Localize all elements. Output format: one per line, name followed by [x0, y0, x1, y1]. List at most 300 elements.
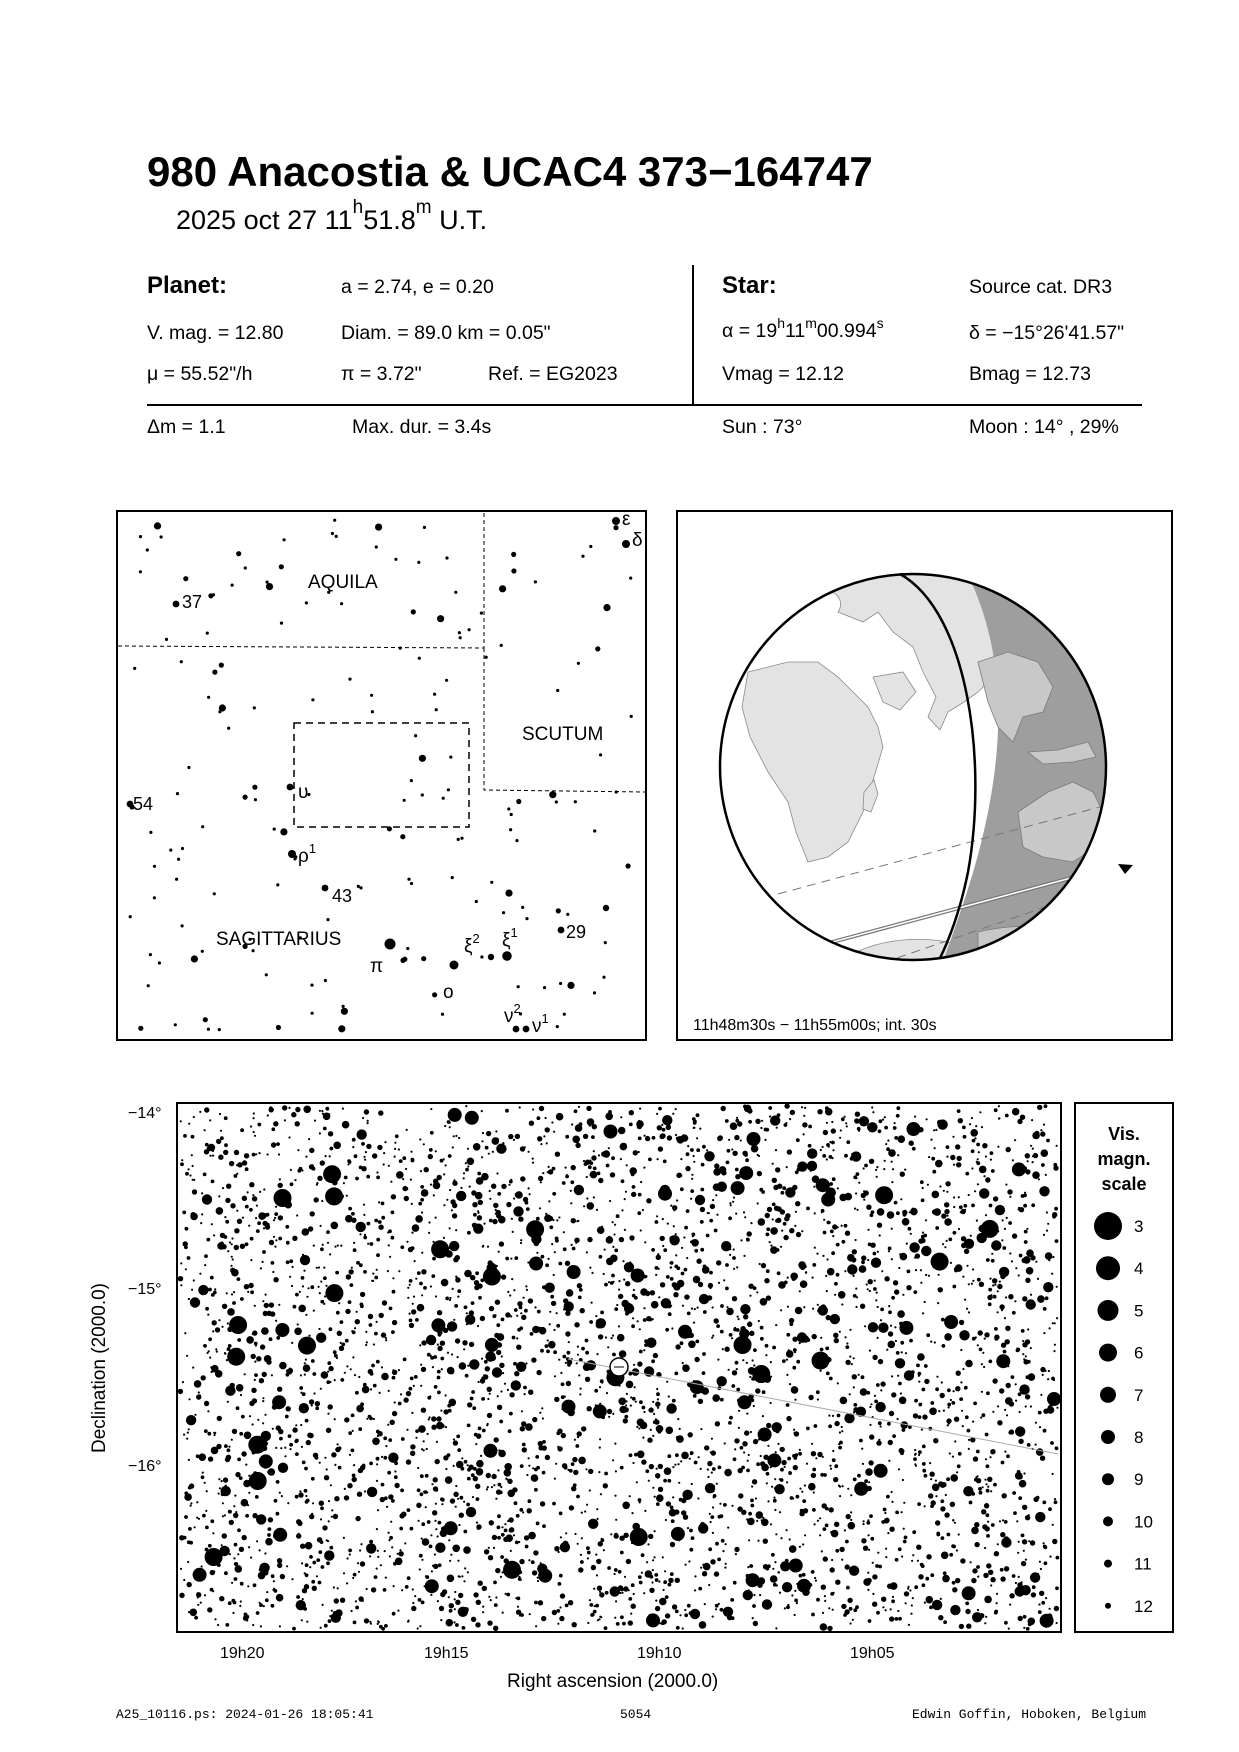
field-star — [755, 1497, 757, 1499]
field-star — [188, 1123, 190, 1125]
field-star — [797, 1168, 801, 1172]
field-star — [319, 1462, 321, 1464]
field-star — [262, 1261, 264, 1263]
finder-star — [499, 585, 506, 592]
field-star — [607, 1409, 612, 1414]
field-star — [999, 1304, 1004, 1309]
field-star — [523, 1386, 527, 1390]
field-star — [381, 1216, 385, 1220]
field-star — [392, 1290, 394, 1292]
field-star — [782, 1186, 786, 1190]
field-star — [695, 1195, 705, 1205]
field-star — [426, 1491, 428, 1493]
field-star — [614, 1533, 618, 1537]
field-star — [844, 1116, 846, 1118]
field-star — [378, 1110, 383, 1115]
finder-star — [133, 667, 136, 670]
field-star — [426, 1335, 436, 1345]
field-star — [758, 1320, 760, 1322]
field-star — [505, 1109, 509, 1113]
field-star — [633, 1150, 638, 1155]
field-star — [953, 1164, 955, 1166]
field-star — [308, 1335, 310, 1337]
field-star — [216, 1351, 218, 1353]
field-star — [822, 1612, 824, 1614]
field-star — [563, 1541, 568, 1546]
field-star — [410, 1527, 414, 1531]
field-star — [1004, 1520, 1008, 1524]
field-star — [706, 1149, 708, 1151]
field-star — [859, 1116, 869, 1126]
field-star — [784, 1607, 786, 1609]
field-star — [672, 1282, 677, 1287]
field-star — [1039, 1591, 1044, 1596]
field-star — [427, 1433, 429, 1435]
finder-star — [175, 878, 178, 881]
field-star — [659, 1134, 664, 1139]
field-star — [769, 1241, 771, 1243]
field-star — [697, 1497, 699, 1499]
field-star — [850, 1494, 852, 1496]
field-star — [631, 1192, 636, 1197]
field-star — [941, 1318, 945, 1322]
field-star — [262, 1422, 264, 1424]
field-star — [312, 1372, 316, 1376]
field-star — [1012, 1159, 1014, 1161]
field-star — [467, 1365, 469, 1367]
field-star — [946, 1477, 950, 1481]
field-star — [830, 1314, 840, 1324]
field-star — [694, 1249, 698, 1253]
field-star — [365, 1344, 367, 1346]
field-star — [528, 1151, 530, 1153]
field-star — [792, 1497, 794, 1499]
finder-star — [191, 955, 198, 962]
field-star — [614, 1224, 616, 1226]
field-star — [467, 1158, 475, 1166]
field-star — [1025, 1405, 1027, 1407]
field-star — [666, 1501, 671, 1506]
field-star — [467, 1464, 469, 1466]
field-star — [542, 1524, 546, 1528]
field-star — [278, 1429, 283, 1434]
field-star — [452, 1146, 454, 1148]
field-star — [531, 1234, 541, 1244]
field-star — [279, 1178, 281, 1180]
field-star — [708, 1547, 712, 1551]
field-star — [496, 1323, 500, 1327]
field-star — [840, 1129, 842, 1131]
finder-star — [421, 956, 426, 961]
field-star — [482, 1429, 486, 1433]
field-star — [887, 1422, 891, 1426]
field-star — [413, 1296, 415, 1298]
field-star — [965, 1609, 970, 1614]
finder-named-star — [558, 927, 565, 934]
field-star — [837, 1414, 841, 1418]
field-star — [910, 1233, 912, 1235]
field-star — [994, 1284, 996, 1286]
field-star — [811, 1570, 815, 1574]
field-star — [776, 1430, 780, 1434]
xi2-symbol: ξ — [464, 936, 473, 957]
finder-star — [417, 561, 420, 564]
field-star — [661, 1124, 663, 1126]
field-star — [562, 1400, 576, 1414]
field-star — [573, 1483, 577, 1487]
field-star — [652, 1136, 656, 1140]
field-star — [977, 1344, 979, 1346]
field-star — [712, 1306, 714, 1308]
finder-star — [276, 1025, 281, 1030]
field-star — [286, 1406, 291, 1411]
field-star — [884, 1116, 886, 1118]
field-star — [908, 1227, 912, 1231]
field-star — [187, 1582, 192, 1587]
field-star — [959, 1624, 964, 1629]
finder-star — [410, 779, 413, 782]
finder-star — [445, 679, 448, 682]
field-star — [240, 1297, 244, 1301]
field-star — [1006, 1217, 1008, 1219]
field-star — [467, 1477, 471, 1481]
finder-star — [593, 829, 596, 832]
field-star — [596, 1209, 598, 1211]
field-star — [487, 1423, 489, 1425]
field-star — [920, 1180, 924, 1184]
field-star — [414, 1375, 418, 1379]
field-star — [841, 1604, 846, 1609]
field-star — [746, 1469, 750, 1473]
field-star — [807, 1161, 817, 1171]
field-star — [680, 1460, 682, 1462]
field-star — [1056, 1286, 1058, 1288]
field-star — [730, 1204, 732, 1206]
finder-star — [149, 953, 152, 956]
field-star — [632, 1462, 634, 1464]
field-star — [259, 1549, 261, 1551]
field-star — [631, 1269, 645, 1283]
field-star — [389, 1256, 391, 1258]
field-star — [1050, 1441, 1054, 1445]
field-star — [421, 1211, 423, 1213]
field-star — [376, 1360, 380, 1364]
field-star — [640, 1181, 642, 1183]
field-star — [481, 1358, 483, 1360]
field-star — [612, 1246, 614, 1248]
field-star — [583, 1160, 585, 1162]
field-star — [350, 1368, 352, 1370]
field-star — [600, 1493, 602, 1495]
field-star — [802, 1543, 804, 1545]
field-star — [641, 1572, 643, 1574]
field-star — [870, 1403, 872, 1405]
finder-star — [293, 857, 296, 860]
field-star — [326, 1539, 328, 1541]
field-star — [276, 1594, 284, 1602]
field-star — [351, 1449, 355, 1453]
field-star — [869, 1159, 874, 1164]
field-star — [962, 1126, 966, 1130]
field-star — [247, 1504, 249, 1506]
field-star — [911, 1560, 913, 1562]
finder-star — [480, 612, 483, 615]
field-star — [981, 1509, 986, 1514]
field-star — [726, 1308, 734, 1316]
field-star — [1028, 1623, 1032, 1627]
field-star — [639, 1108, 641, 1110]
field-star — [666, 1427, 674, 1435]
field-star — [1040, 1568, 1042, 1570]
field-star — [1016, 1347, 1018, 1349]
field-star — [251, 1354, 256, 1359]
field-star — [294, 1328, 302, 1336]
field-star — [734, 1438, 739, 1443]
field-star — [730, 1122, 738, 1130]
field-star — [209, 1357, 211, 1359]
finder-star — [567, 982, 574, 989]
field-star — [528, 1298, 533, 1303]
field-star — [305, 1542, 313, 1550]
field-star — [878, 1359, 883, 1364]
field-star — [292, 1627, 296, 1631]
field-star — [443, 1204, 445, 1206]
field-star — [430, 1285, 432, 1287]
finder-star — [147, 984, 150, 987]
finder-star — [265, 973, 268, 976]
field-star — [655, 1606, 660, 1611]
field-star — [437, 1370, 441, 1374]
field-star — [378, 1225, 383, 1230]
field-star — [913, 1290, 917, 1294]
field-star — [643, 1307, 645, 1309]
field-star — [642, 1437, 644, 1439]
field-star — [367, 1222, 371, 1226]
field-star — [889, 1616, 894, 1621]
field-star — [897, 1375, 899, 1377]
field-star — [806, 1338, 810, 1342]
field-star — [477, 1215, 482, 1220]
field-star — [504, 1523, 506, 1525]
field-star — [462, 1340, 467, 1345]
field-star — [683, 1236, 685, 1238]
field-star — [271, 1604, 275, 1608]
field-star — [620, 1116, 622, 1118]
field-star — [793, 1465, 798, 1470]
field-star — [292, 1266, 294, 1268]
field-star — [686, 1257, 688, 1259]
finder-star — [138, 1026, 143, 1031]
field-star — [944, 1315, 958, 1329]
finder-star — [180, 660, 183, 663]
field-star — [565, 1532, 567, 1534]
field-star — [712, 1335, 714, 1337]
field-star — [841, 1430, 843, 1432]
rho-index: 1 — [308, 841, 317, 856]
field-star — [316, 1558, 320, 1562]
field-star — [489, 1393, 491, 1395]
field-star — [620, 1143, 628, 1151]
field-star — [236, 1406, 240, 1410]
field-star — [774, 1484, 784, 1494]
field-star — [191, 1289, 193, 1291]
field-star — [855, 1239, 857, 1241]
star-label-upsilon: υ — [298, 782, 309, 803]
field-star — [388, 1532, 390, 1534]
field-star — [795, 1201, 800, 1206]
finder-star — [602, 976, 605, 979]
field-star — [812, 1175, 820, 1183]
field-star — [1002, 1219, 1004, 1221]
field-star — [220, 1130, 222, 1132]
field-star — [1021, 1534, 1025, 1538]
field-star — [236, 1210, 238, 1212]
field-star — [658, 1146, 663, 1151]
field-star — [1054, 1207, 1058, 1211]
field-star — [542, 1471, 546, 1475]
finder-star — [305, 601, 308, 604]
field-star — [845, 1540, 849, 1544]
field-star — [458, 1575, 460, 1577]
field-star — [633, 1289, 635, 1291]
finder-star — [515, 839, 518, 842]
field-star — [962, 1425, 964, 1427]
field-star — [240, 1244, 245, 1249]
field-star — [617, 1334, 625, 1342]
field-star — [376, 1568, 378, 1570]
field-star — [690, 1453, 692, 1455]
field-star — [491, 1474, 496, 1479]
field-star — [736, 1266, 738, 1268]
field-star — [192, 1189, 197, 1194]
field-star — [655, 1274, 657, 1276]
field-star — [256, 1356, 261, 1361]
field-star — [224, 1444, 228, 1448]
field-star — [421, 1367, 426, 1372]
field-star — [538, 1600, 543, 1605]
finder-star — [218, 1028, 221, 1031]
field-star — [318, 1286, 320, 1288]
field-star — [552, 1612, 554, 1614]
field-star — [535, 1625, 537, 1627]
planet-diameter: Diam. = 89.0 km = 0.05" — [341, 322, 551, 344]
finder-star — [509, 828, 512, 831]
field-star — [677, 1418, 679, 1420]
field-star — [863, 1546, 868, 1551]
field-star — [261, 1327, 269, 1335]
field-star — [508, 1517, 513, 1522]
field-star — [914, 1116, 916, 1118]
legend-dot-mag-4 — [1096, 1256, 1120, 1280]
field-star — [700, 1207, 705, 1212]
field-star — [723, 1607, 733, 1617]
field-star — [497, 1469, 499, 1471]
field-star — [505, 1257, 509, 1261]
field-star — [708, 1212, 710, 1214]
field-star — [364, 1234, 366, 1236]
field-star — [984, 1622, 986, 1624]
field-star — [711, 1438, 713, 1440]
field-star — [884, 1126, 888, 1130]
field-star — [355, 1177, 359, 1181]
field-star — [649, 1464, 654, 1469]
field-star — [412, 1602, 414, 1604]
field-star — [1022, 1258, 1027, 1263]
field-star — [940, 1506, 945, 1511]
field-star — [263, 1441, 268, 1446]
field-star — [555, 1152, 560, 1157]
field-star — [947, 1533, 951, 1537]
field-star — [822, 1503, 827, 1508]
field-star — [438, 1521, 442, 1525]
field-star — [770, 1376, 772, 1378]
field-star — [829, 1222, 831, 1224]
field-star — [215, 1348, 217, 1350]
field-star — [972, 1421, 974, 1423]
field-star — [229, 1520, 234, 1525]
field-star — [432, 1366, 434, 1368]
field-star — [895, 1511, 899, 1515]
field-star — [227, 1322, 229, 1324]
constellation-aquila: AQUILA — [308, 572, 378, 593]
field-star — [845, 1122, 847, 1124]
field-star — [839, 1547, 844, 1552]
field-star — [487, 1413, 492, 1418]
field-star — [768, 1106, 772, 1110]
field-star — [869, 1350, 871, 1352]
field-star — [335, 1271, 339, 1275]
field-star — [184, 1515, 188, 1519]
field-star — [250, 1290, 254, 1294]
field-star — [691, 1308, 693, 1310]
field-star — [554, 1251, 556, 1253]
field-star — [832, 1149, 834, 1151]
field-star — [860, 1388, 868, 1396]
field-star — [189, 1541, 193, 1545]
field-star — [894, 1201, 898, 1205]
field-star — [728, 1216, 732, 1220]
field-star — [294, 1439, 298, 1443]
field-star — [529, 1613, 531, 1615]
field-star — [1038, 1178, 1040, 1180]
field-star — [1045, 1296, 1049, 1300]
field-star — [950, 1262, 952, 1264]
field-star — [720, 1608, 724, 1612]
field-star — [930, 1401, 934, 1405]
field-star — [425, 1474, 429, 1478]
field-star — [482, 1246, 484, 1248]
field-star — [914, 1585, 918, 1589]
field-star — [637, 1211, 641, 1215]
field-star — [854, 1375, 856, 1377]
field-star — [498, 1483, 502, 1487]
field-star — [738, 1410, 740, 1412]
field-star — [853, 1386, 855, 1388]
field-star — [352, 1577, 354, 1579]
field-star — [532, 1467, 534, 1469]
field-star — [663, 1580, 667, 1584]
field-star — [556, 1113, 564, 1121]
field-star — [478, 1427, 482, 1431]
field-star — [497, 1514, 501, 1518]
field-star — [1011, 1260, 1013, 1262]
field-star — [780, 1209, 785, 1214]
field-star — [759, 1594, 761, 1596]
field-star — [453, 1319, 455, 1321]
field-star — [471, 1301, 475, 1305]
field-star — [517, 1606, 519, 1608]
field-star — [982, 1524, 987, 1529]
